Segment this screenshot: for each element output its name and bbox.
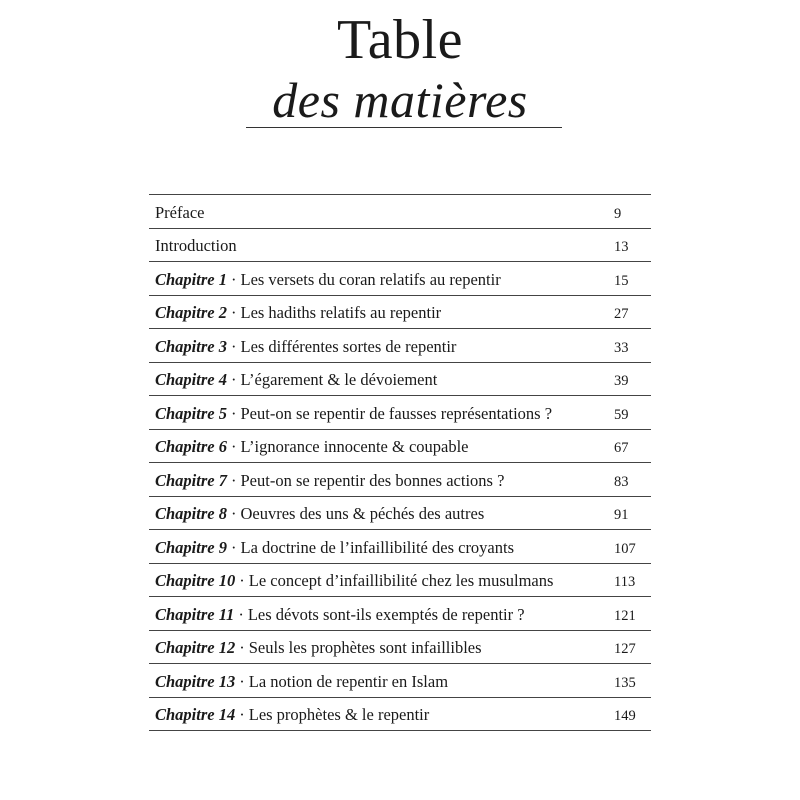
toc-chapter-number: Chapitre 7: [155, 470, 227, 490]
toc-row: [149, 698, 651, 732]
toc-entry-label: [155, 437, 469, 457]
toc-chapter-number: Chapitre 3: [155, 336, 227, 356]
toc-row: [149, 329, 651, 363]
toc-page-number: 59: [614, 406, 629, 423]
toc-row: [149, 430, 651, 464]
toc-row: [149, 631, 651, 665]
toc-page-number: 83: [614, 473, 629, 490]
toc-entry-label: [155, 404, 552, 424]
toc-separator: ·: [239, 671, 245, 691]
toc-entry-label: [155, 270, 501, 290]
toc-entry-title: L’ignorance innocente & coupable: [240, 437, 469, 456]
toc-separator: ·: [230, 269, 237, 289]
toc-row: [149, 229, 651, 263]
toc-chapter-number: Chapitre 11: [155, 604, 235, 624]
page-title: [0, 8, 800, 128]
toc-entry-title: Les dévots sont-ils exemptés de repentir ?: [247, 604, 525, 624]
toc-row: [149, 497, 651, 531]
toc-entry-title: La notion de repentir en Islam: [248, 671, 449, 691]
toc-chapter-number: Chapitre 2: [155, 303, 227, 322]
toc-page-number: 107: [614, 540, 636, 557]
title-line-des-matieres: des matières: [272, 72, 528, 128]
toc-chapter-number: Chapitre 8: [155, 504, 227, 523]
toc-page-number: 127: [614, 641, 636, 657]
toc-page-number: 27: [614, 306, 629, 322]
toc-entry-title: Les hadiths relatifs au repentir: [240, 303, 442, 322]
toc-page-number: 13: [614, 239, 629, 255]
toc-separator: ·: [230, 504, 237, 523]
toc-row: [149, 463, 651, 497]
title-underline: [246, 127, 562, 128]
toc-row: [149, 363, 651, 397]
toc-entry-label: [155, 672, 448, 692]
toc-chapter-number: Chapitre 6: [155, 437, 227, 456]
toc-entry-label: [155, 370, 437, 390]
toc-chapter-number: Chapitre 13: [155, 671, 236, 691]
toc-chapter-number: Chapitre 5: [155, 403, 227, 423]
toc-separator: ·: [239, 705, 245, 724]
toc-page-number: 67: [614, 440, 629, 456]
title-line-table: Table: [336, 9, 464, 71]
toc-entry-title: Introduction: [155, 236, 237, 255]
toc-entry-title: Peut-on se repentir de fausses représentations ?: [240, 403, 553, 423]
toc-page-number: 149: [614, 708, 636, 724]
toc-entry-label: [155, 571, 553, 591]
toc-entry-title: Oeuvres des uns & péchés des autres: [240, 504, 485, 523]
toc-chapter-number: Chapitre 12: [155, 638, 236, 657]
toc-entry-title: Les prophètes & le repentir: [248, 705, 430, 724]
toc-chapter-number: Chapitre 4: [155, 370, 227, 389]
toc-chapter-number: Chapitre 9: [155, 537, 227, 557]
toc-entry-label: [155, 605, 525, 625]
toc-row: [149, 597, 651, 631]
toc-separator: ·: [230, 403, 237, 423]
toc-row: [149, 564, 651, 598]
toc-separator: ·: [230, 537, 237, 557]
toc-page-number: 15: [614, 272, 629, 289]
toc-entry-title: Seuls les prophètes sont infaillibles: [248, 638, 482, 657]
toc-page-number: 113: [614, 574, 636, 590]
toc-entry-label: [155, 471, 504, 491]
toc-page-number: 33: [614, 339, 629, 356]
toc-entry-title: Le concept d’infaillibilité chez les musulmans: [248, 571, 554, 590]
toc-entry-title: L’égarement & le dévoiement: [240, 370, 438, 389]
toc-entry-title: Peut-on se repentir des bonnes actions ?: [240, 470, 505, 490]
toc-row: [149, 396, 651, 430]
toc-separator: ·: [230, 437, 237, 456]
toc-entry-label: [155, 705, 429, 725]
toc-entry-label: [155, 236, 237, 256]
toc-page-number: 39: [614, 373, 629, 389]
toc-page-number: 91: [614, 507, 629, 523]
toc-row: [149, 262, 651, 296]
toc-entry-label: [155, 638, 482, 658]
toc-entry-label: [155, 337, 456, 357]
toc-separator: ·: [239, 638, 245, 657]
toc-entry-title: La doctrine de l’infaillibilité des croyants: [240, 537, 515, 557]
toc-separator: ·: [239, 571, 245, 590]
toc-entry-label: [155, 504, 484, 524]
toc-chapter-number: Chapitre 10: [155, 571, 236, 590]
toc-separator: ·: [230, 470, 237, 490]
toc-page-number: 135: [614, 674, 636, 691]
toc-entry-label: [155, 538, 514, 558]
toc-page-number: 9: [614, 205, 622, 222]
toc-separator: ·: [230, 336, 237, 356]
toc-entry-title: Les différentes sortes de repentir: [240, 336, 457, 356]
toc-entry-label: [155, 203, 204, 223]
toc-entry-title: Les versets du coran relatifs au repentir: [240, 269, 501, 289]
toc-separator: ·: [230, 370, 237, 389]
table-of-contents: [149, 194, 651, 731]
toc-row: [149, 195, 651, 229]
toc-chapter-number: Chapitre 14: [155, 705, 236, 724]
toc-row: [149, 296, 651, 330]
toc-page-number: 121: [614, 607, 636, 624]
toc-entry-label: [155, 303, 441, 323]
toc-separator: ·: [238, 604, 244, 624]
toc-row: [149, 530, 651, 564]
toc-separator: ·: [230, 303, 237, 322]
toc-chapter-number: Chapitre 1: [155, 269, 227, 289]
toc-entry-title: Préface: [155, 202, 205, 222]
toc-row: [149, 664, 651, 698]
